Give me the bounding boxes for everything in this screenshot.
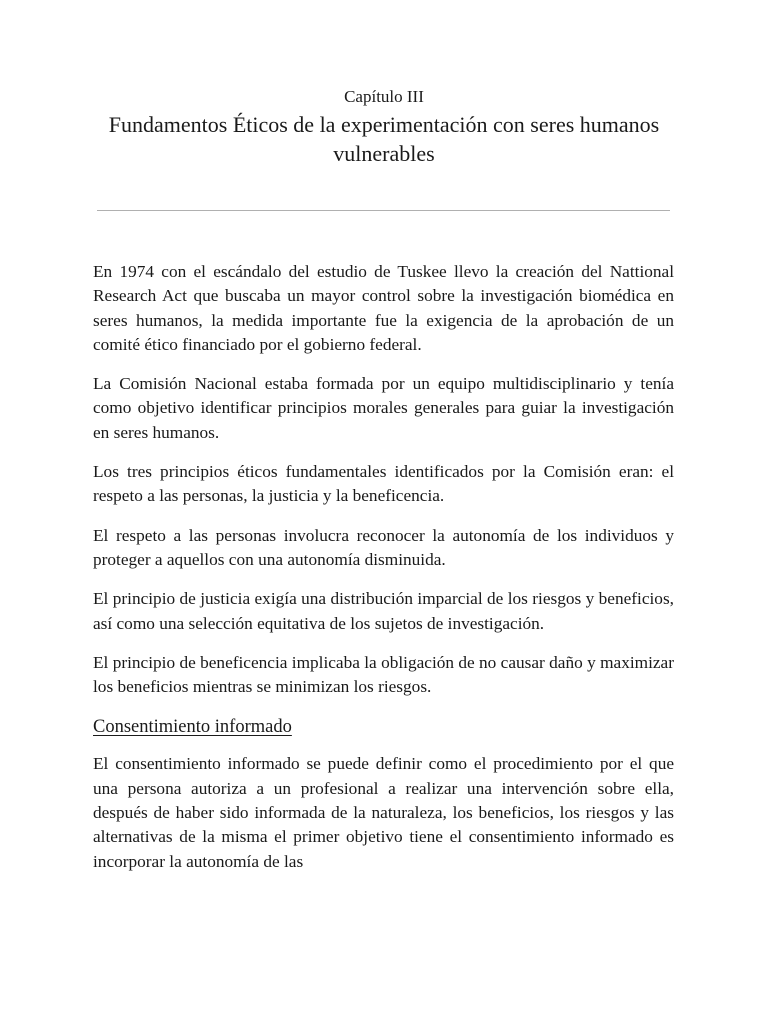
- paragraph-tuskegee: En 1974 con el escándalo del estudio de Tuskee llevo la creación del Nattional Research Act que buscaba un mayor control sobre la investigación biomédica en seres humanos, la medida importante fue la exigencia de la aprobación de un comité ético financiado por el gobierno federal.: [93, 262, 674, 354]
- paragraph-beneficencia: El principio de beneficencia implicaba la obligación de no causar daño y maximizar los beneficios mientras se minimizan los riesgos.: [93, 652, 674, 697]
- document-body: [93, 260, 674, 889]
- paragraph-justicia: El principio de justicia exigía una distribución imparcial de los riesgos y beneficios, así como una selección equitativa de los sujetos de investigación.: [93, 589, 674, 633]
- paragraph-tres-principios: Los tres principios éticos fundamentales identificados por la Comisión eran: el respeto a las personas, la justicia y la beneficencia.: [93, 462, 674, 506]
- chapter-title: Fundamentos Éticos de la experimentación con seres humanos vulnerables: [108, 112, 660, 166]
- paragraph-respeto: El respeto a las personas involucra reconocer la autonomía de los individuos y proteger a aquellos con una autonomía disminuida.: [93, 525, 674, 569]
- paragraph-consentimiento: El consentimiento informado se puede definir como el procedimiento por el que una persona autoriza a un profesional a realizar una intervención sobre ella, después de haber sido informada de la naturaleza, los beneficios, los riesgos y las alternativas de la misma el primer objetivo tiene el consentimiento informado es incorporar la autonomía de las: [93, 754, 674, 871]
- chapter-label: Capítulo III: [344, 87, 424, 106]
- section-heading: Consentimiento informado: [93, 717, 292, 738]
- title-divider: [97, 210, 670, 211]
- paragraph-comision-nacional: La Comisión Nacional estaba formada por un equipo multidisciplinario y tenía como objetivo identificar principios morales generales para guiar la investigación en seres humanos.: [93, 374, 674, 442]
